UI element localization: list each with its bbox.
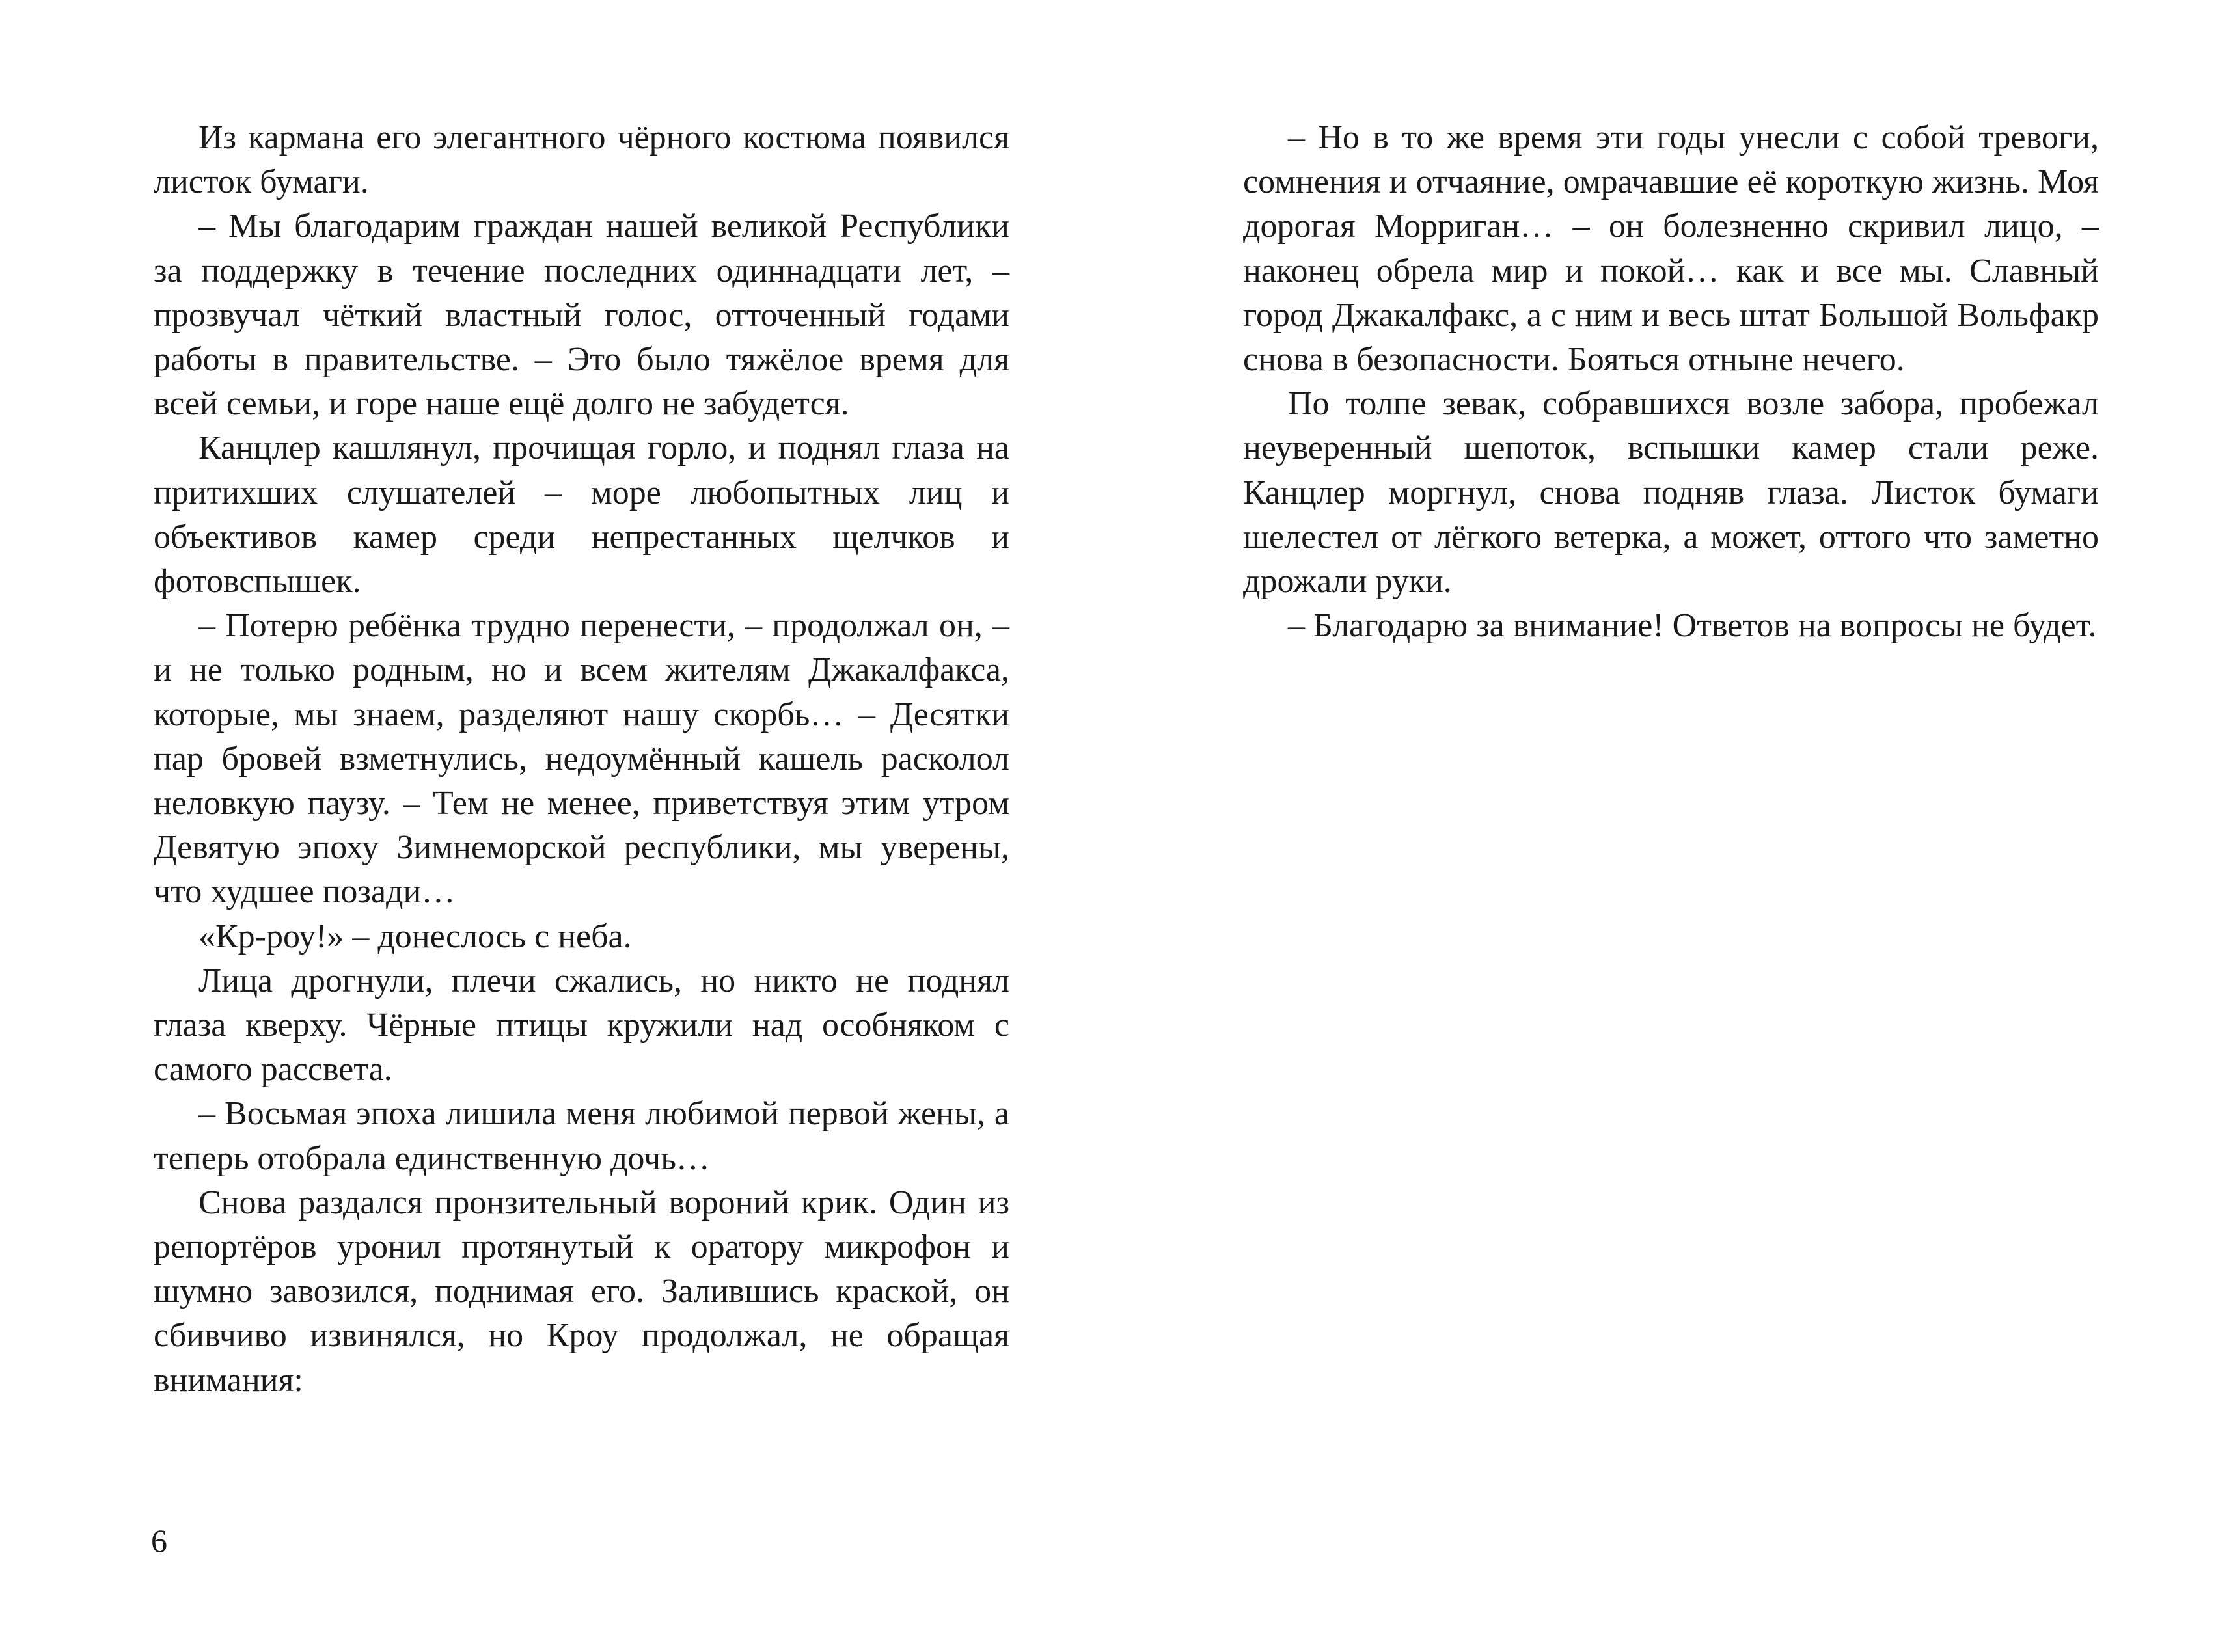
paragraph: – Мы благодарим граждан нашей великой Республики за поддержку в течение последних одиннадцати лет, – прозвучал чёткий властный голос, отточенный годами работы в правительстве. – Это было тяжёлое время для всей семьи, и горе наше ещё долго не забудется.: [154, 208, 1009, 423]
paragraph: «Кр-роу!» – донеслось с неба.: [198, 917, 632, 955]
right-page: [1114, 0, 2229, 1652]
paragraph: – Восьмая эпоха лишила меня любимой первой жены, а теперь отобрала единственную дочь…: [154, 1095, 1009, 1177]
paragraph: Канцлер кашлянул, прочищая горло, и поднял глаза на притихших слушателей – море любопытных лиц и объективов камер среди непрестанных щелчков и фотовспышек.: [154, 429, 1009, 601]
left-page: [0, 0, 1114, 1652]
paragraph: По толпе зевак, собравшихся возле забора, пробежал неуверенный шепоток, вспышки камер стали реже. Канцлер моргнул, снова подняв глаза. Листок бумаги шелестел от лёгкого ветерка, а может, оттого что заметно дрожали руки.: [1243, 385, 2099, 601]
paragraph: – Потерю ребёнка трудно перенести, – продолжал он, – и не только родным, но и всем жителям Джакалфакса, которые, мы знаем, разделяют нашу скорбь… – Десятки пар бровей взметнулись, недоумённый кашель расколол неловкую паузу. – Тем не менее, приветствуя этим утром Девятую эпоху Зимнеморской республики, мы уверены, что худшее позади…: [154, 607, 1009, 911]
left-page-text: [154, 116, 1009, 1403]
right-page-text: [1243, 116, 2099, 648]
paragraph: – Благодарю за внимание! Ответов на вопросы не будет.: [1288, 607, 2097, 645]
page-number: 6: [151, 1523, 167, 1559]
paragraph: – Но в то же время эти годы унесли с собой тревоги, сомнения и отчаяние, омрачавшие её короткую жизнь. Моя дорогая Морриган… – он болезненно скривил лицо, – наконец обрела мир и покой… как и все мы. Славный город Джакалфакс, а с ним и весь штат Большой Вольфакр снова в безопасности. Бояться отныне нечего.: [1243, 119, 2099, 379]
paragraph: Лица дрогнули, плечи сжались, но никто не поднял глаза кверху. Чёрные птицы кружили над особняком с самого рассвета.: [154, 962, 1009, 1089]
paragraph: Из кармана его элегантного чёрного костюма появился листок бумаги.: [154, 119, 1009, 201]
paragraph: Снова раздался пронзительный вороний крик. Один из репортёров уронил протянутый к оратору микрофон и шумно завозился, поднимая его. Залившись краской, он сбивчиво извинялся, но Кроу продолжал, не обращая внимания:: [154, 1184, 1009, 1399]
